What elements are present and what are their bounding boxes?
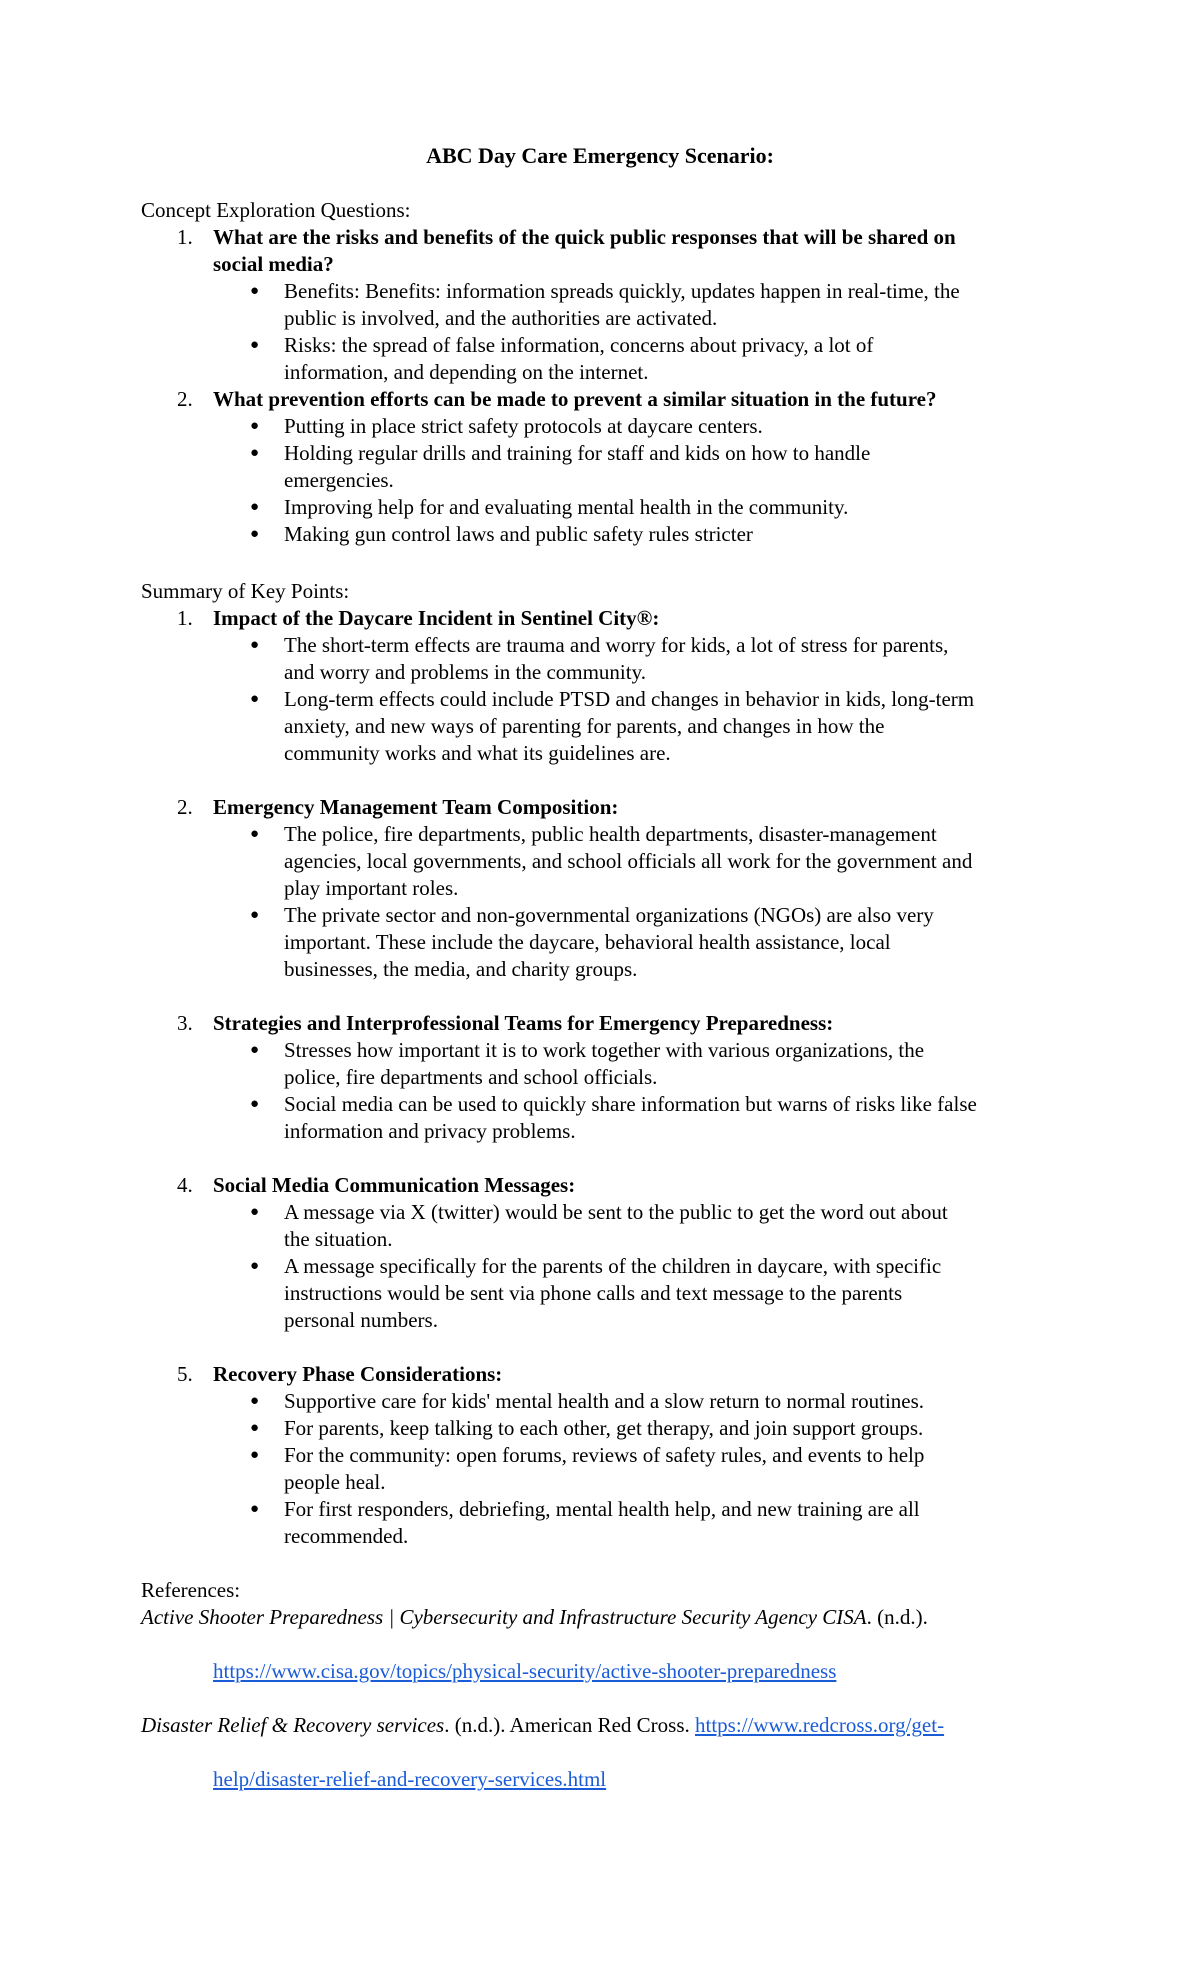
bullet-icon: ●: [250, 1096, 260, 1112]
reference-1-link[interactable]: https://www.cisa.gov/topics/physical-security/active-shooter-preparedness: [213, 1659, 837, 1683]
q1-line2: social media?: [213, 252, 334, 276]
s3-heading: Strategies and Interprofessional Teams for Emergency Preparedness:: [213, 1011, 834, 1035]
reference-2-url-continued[interactable]: [213, 1766, 606, 1792]
bullet-icon: ●: [250, 826, 260, 842]
s2-bullet1-line3: play important roles.: [284, 876, 459, 900]
q1-benefits-line2: public is involved, and the authorities are activated.: [284, 306, 718, 330]
reference-2-link-part2[interactable]: help/disaster-relief-and-recovery-services.html: [213, 1767, 607, 1791]
bullet-icon: ●: [250, 418, 260, 434]
s2-bullet2-line2: important. These include the daycare, behavioral health assistance, local: [284, 930, 891, 954]
concept-heading: Concept Exploration Questions:: [141, 198, 411, 222]
s2-number: 2.: [177, 795, 193, 819]
bullet-icon: ●: [250, 691, 260, 707]
s1-bullet2-line1: Long-term effects could include PTSD and changes in behavior in kids, long-term: [284, 687, 975, 711]
bullet-icon: ●: [250, 445, 260, 461]
s5-heading: Recovery Phase Considerations:: [213, 1362, 503, 1386]
s1-bullet1-line2: and worry and problems in the community.: [284, 660, 646, 684]
s4-number: 4.: [177, 1173, 193, 1197]
q2-bullet2-line2: emergencies.: [284, 468, 394, 492]
references-heading: References:: [141, 1578, 241, 1602]
s1-heading: Impact of the Daycare Incident in Sentinel City®:: [213, 606, 660, 630]
reference-1-url[interactable]: [213, 1658, 836, 1684]
s1-bullet2-line2: anxiety, and new ways of parenting for parents, and changes in how the: [284, 714, 885, 738]
q2-bullet2-line1: Holding regular drills and training for staff and kids on how to handle: [284, 441, 871, 465]
reference-1-date: . (n.d.).: [866, 1605, 928, 1629]
s1-number: 1.: [177, 606, 193, 630]
s2-bullet2-line3: businesses, the media, and charity groups.: [284, 957, 638, 981]
q2-line1: What prevention efforts can be made to prevent a similar situation in the future?: [213, 387, 937, 411]
s2-bullet2-line1: The private sector and non-governmental organizations (NGOs) are also very: [284, 903, 934, 927]
q1-line1: What are the risks and benefits of the quick public responses that will be shared on: [213, 225, 956, 249]
s1-bullet1-line1: The short-term effects are trauma and worry for kids, a lot of stress for parents,: [284, 633, 949, 657]
s5-bullet2: For parents, keep talking to each other, get therapy, and join support groups.: [284, 1416, 924, 1440]
s4-bullet2-line1: A message specifically for the parents of the children in daycare, with specific: [284, 1254, 942, 1278]
q2-bullet1: Putting in place strict safety protocols at daycare centers.: [284, 414, 763, 438]
q2-bullet4: Making gun control laws and public safety rules stricter: [284, 522, 753, 546]
s3-bullet1-line1: Stresses how important it is to work together with various organizations, the: [284, 1038, 925, 1062]
bullet-icon: ●: [250, 907, 260, 923]
s4-bullet1-line2: the situation.: [284, 1227, 393, 1251]
q2-bullet3: Improving help for and evaluating mental health in the community.: [284, 495, 849, 519]
bullet-icon: ●: [250, 283, 260, 299]
s3-bullet2-line1: Social media can be used to quickly share information but warns of risks like false: [284, 1092, 977, 1116]
reference-2-title: Disaster Relief & Recovery services: [141, 1713, 445, 1737]
reference-2-link-part1[interactable]: https://www.redcross.org/get-: [695, 1713, 945, 1737]
bullet-icon: ●: [250, 337, 260, 353]
q1-risks-line2: information, and depending on the internet.: [284, 360, 649, 384]
q1-number: 1.: [177, 225, 193, 249]
bullet-icon: ●: [250, 1204, 260, 1220]
bullet-icon: ●: [250, 1042, 260, 1058]
s5-bullet1: Supportive care for kids' mental health and a slow return to normal routines.: [284, 1389, 925, 1413]
summary-heading: Summary of Key Points:: [141, 579, 350, 603]
q1-benefits-line1: Benefits: Benefits: information spreads quickly, updates happen in real-time, the: [284, 279, 960, 303]
s4-bullet1-line1: A message via X (twitter) would be sent to the public to get the word out about: [284, 1200, 948, 1224]
s4-heading: Social Media Communication Messages:: [213, 1173, 576, 1197]
s5-bullet3-line1: For the community: open forums, reviews of safety rules, and events to help: [284, 1443, 925, 1467]
s1-bullet2-line3: community works and what its guidelines are.: [284, 741, 671, 765]
bullet-icon: ●: [250, 1447, 260, 1463]
s5-bullet4-line2: recommended.: [284, 1524, 409, 1548]
bullet-icon: ●: [250, 1393, 260, 1409]
s5-bullet3-line2: people heal.: [284, 1470, 386, 1494]
q1-risks-line1: Risks: the spread of false information, concerns about privacy, a lot of: [284, 333, 874, 357]
page-title: ABC Day Care Emergency Scenario:: [426, 143, 774, 168]
q2-number: 2.: [177, 387, 193, 411]
s2-bullet1-line1: The police, fire departments, public health departments, disaster-management: [284, 822, 937, 846]
reference-2: [141, 1712, 944, 1738]
s5-number: 5.: [177, 1362, 193, 1386]
s4-bullet2-line3: personal numbers.: [284, 1308, 438, 1332]
reference-2-source: . (n.d.). American Red Cross.: [444, 1713, 696, 1737]
bullet-icon: ●: [250, 1501, 260, 1517]
s3-number: 3.: [177, 1011, 193, 1035]
s4-bullet2-line2: instructions would be sent via phone calls and text message to the parents: [284, 1281, 903, 1305]
s5-bullet4-line1: For first responders, debriefing, mental health help, and new training are all: [284, 1497, 920, 1521]
bullet-icon: ●: [250, 637, 260, 653]
bullet-icon: ●: [250, 1420, 260, 1436]
s3-bullet2-line2: information and privacy problems.: [284, 1119, 576, 1143]
bullet-icon: ●: [250, 1258, 260, 1274]
reference-1-title: Active Shooter Preparedness | Cybersecurity and Infrastructure Security Agency CISA: [141, 1605, 867, 1629]
bullet-icon: ●: [250, 499, 260, 515]
s2-bullet1-line2: agencies, local governments, and school officials all work for the government and: [284, 849, 973, 873]
s2-heading: Emergency Management Team Composition:: [213, 795, 619, 819]
reference-1: [141, 1604, 928, 1630]
s3-bullet1-line2: police, fire departments and school officials.: [284, 1065, 658, 1089]
bullet-icon: ●: [250, 526, 260, 542]
